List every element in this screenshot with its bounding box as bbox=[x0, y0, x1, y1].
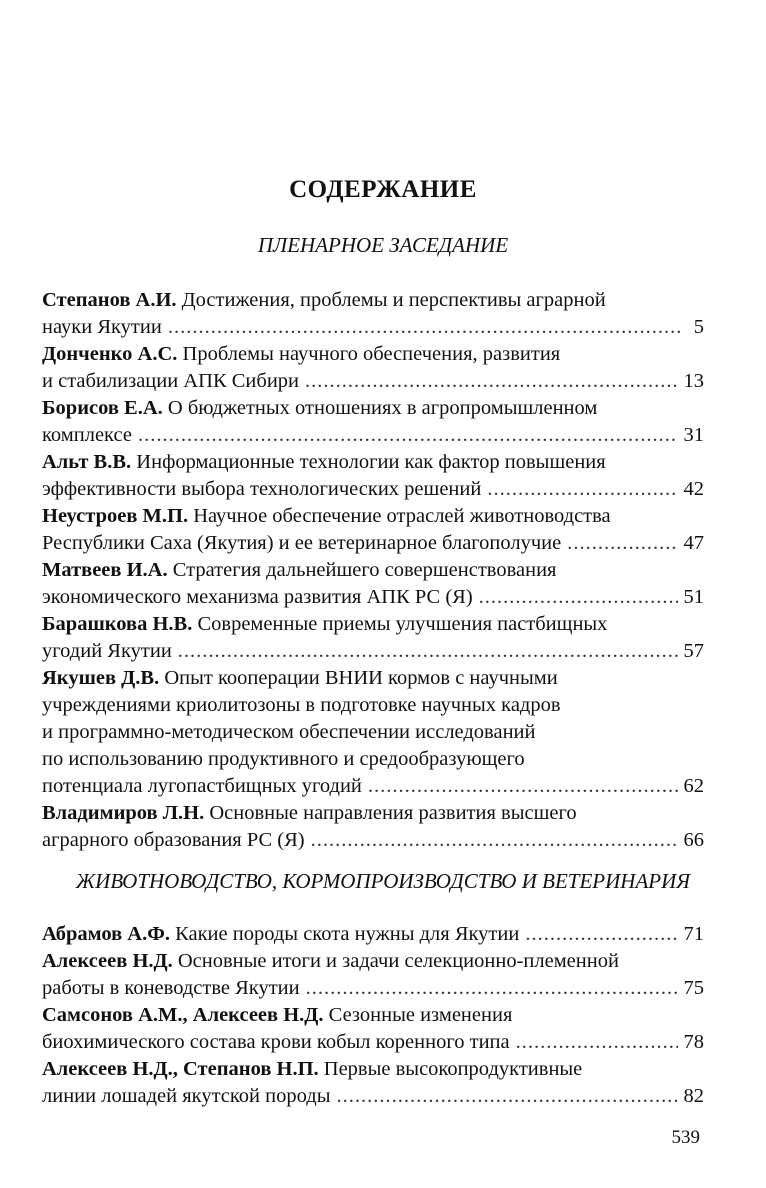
toc-entry bbox=[42, 449, 704, 503]
toc-list-livestock bbox=[42, 921, 704, 1110]
toc-entry bbox=[42, 395, 704, 449]
toc-page-number: 82 bbox=[683, 1085, 704, 1107]
dot-leader bbox=[168, 314, 680, 341]
dot-leader bbox=[305, 368, 677, 395]
toc-entry-last-line bbox=[42, 368, 704, 395]
toc-entry-line: и программно-методическом обеспечении исследований bbox=[42, 721, 536, 743]
toc-page-number: 13 bbox=[683, 370, 704, 392]
toc-title-text: Республики Саха (Якутия) и ее ветеринарное благополучие bbox=[42, 532, 562, 554]
toc-entry bbox=[42, 557, 704, 611]
toc-entry-last-line bbox=[42, 530, 704, 557]
toc-author: Неустроев М.П. bbox=[42, 505, 189, 527]
dot-leader bbox=[567, 530, 677, 557]
toc-page-number: 71 bbox=[683, 923, 704, 945]
toc-title-text: Стратегия дальнейшего совершенствования bbox=[167, 559, 557, 581]
dot-leader bbox=[336, 1083, 677, 1110]
dot-leader bbox=[525, 921, 677, 948]
toc-title-text: Научное обеспечение отраслей животноводства bbox=[188, 505, 611, 527]
toc-entry-first-line bbox=[42, 1002, 704, 1029]
toc-entry-last-line bbox=[42, 773, 704, 800]
toc-page-number: 57 bbox=[683, 640, 704, 662]
toc-title-text: Основные направления развития высшего bbox=[204, 802, 577, 824]
toc-entry-last-line bbox=[42, 476, 704, 503]
dot-leader bbox=[138, 422, 678, 449]
toc-author: Матвеев И.А. bbox=[42, 559, 168, 581]
toc-title-text: Современные приемы улучшения пастбищных bbox=[192, 613, 608, 635]
toc-author: Владимиров Л.Н. bbox=[42, 802, 205, 824]
toc-title-text: комплексе bbox=[42, 424, 132, 446]
toc-entry-first-line bbox=[42, 341, 704, 368]
section-heading-livestock: ЖИВОТНОВОДСТВО, КОРМОПРОИЗВОДСТВО И ВЕТЕРИНАРИЯ bbox=[75, 869, 691, 893]
toc-entry-first-line bbox=[42, 948, 704, 975]
dot-leader bbox=[178, 638, 678, 665]
dot-leader bbox=[311, 827, 678, 854]
toc-author: Якушев Д.В. bbox=[42, 667, 160, 689]
toc-entry bbox=[42, 1056, 704, 1110]
toc-title-text: Информационные технологии как фактор повышения bbox=[131, 451, 606, 473]
toc-title-text: Основные итоги и задачи селекционно-племенной bbox=[172, 950, 619, 972]
toc-entry bbox=[42, 287, 704, 341]
toc-author: Степанов А.И. bbox=[42, 289, 177, 311]
toc-entry-first-line bbox=[42, 557, 704, 584]
toc-title-text: аграрного образования РС (Я) bbox=[42, 829, 305, 851]
toc-page-number: 78 bbox=[683, 1031, 704, 1053]
dot-leader bbox=[368, 773, 678, 800]
toc-entry bbox=[42, 800, 704, 854]
toc-title-text: биохимического состава крови кобыл коренного типа bbox=[42, 1031, 510, 1053]
toc-author: Альт В.В. bbox=[42, 451, 132, 473]
toc-entry-last-line bbox=[42, 827, 704, 854]
toc-title-text: Первые высокопродуктивные bbox=[318, 1058, 583, 1080]
dot-leader bbox=[487, 476, 677, 503]
toc-title-text: линии лошадей якутской породы bbox=[42, 1085, 331, 1107]
toc-author: Алексеев Н.Д., Степанов Н.П. bbox=[42, 1058, 319, 1080]
toc-page-number: 31 bbox=[683, 424, 704, 446]
toc-entry-last-line bbox=[42, 314, 704, 341]
toc-author: Донченко А.С. bbox=[42, 343, 178, 365]
dot-leader bbox=[306, 975, 678, 1002]
toc-page-number: 75 bbox=[683, 977, 704, 999]
toc-author: Борисов Е.А. bbox=[42, 397, 163, 419]
toc-entry-first-line bbox=[42, 1056, 704, 1083]
toc-entry bbox=[42, 611, 704, 665]
page-title: СОДЕРЖАНИЕ bbox=[289, 176, 477, 203]
toc-entry-first-line bbox=[42, 287, 704, 314]
page-number: 539 bbox=[671, 1127, 700, 1148]
toc-entry bbox=[42, 665, 704, 800]
toc-entry-first-line bbox=[42, 800, 704, 827]
toc-entry bbox=[42, 921, 704, 948]
toc-page-number: 47 bbox=[683, 532, 704, 554]
toc-entry-last-line bbox=[42, 584, 704, 611]
toc-title-text: Сезонные изменения bbox=[323, 1004, 513, 1026]
toc-entry bbox=[42, 341, 704, 395]
toc-title-text: работы в коневодстве Якутии bbox=[42, 977, 300, 999]
toc-entry-last-line bbox=[42, 1083, 704, 1110]
toc-page-number: 51 bbox=[683, 586, 704, 608]
toc-entry bbox=[42, 948, 704, 1002]
toc-title-text: эффективности выбора технологических решений bbox=[42, 478, 482, 500]
toc-entry-last-line bbox=[42, 638, 704, 665]
toc-author: Барашкова Н.В. bbox=[42, 613, 193, 635]
dot-leader bbox=[479, 584, 678, 611]
toc-entry-last-line bbox=[42, 975, 704, 1002]
toc-entry-line: по использованию продуктивного и средообразующего bbox=[42, 748, 525, 770]
toc-title-text: Какие породы скота нужны для Якутии bbox=[169, 923, 520, 945]
toc-page-number: 5 bbox=[693, 316, 704, 338]
toc-author: Алексеев Н.Д. bbox=[42, 950, 173, 972]
toc-title-text: угодий Якутии bbox=[42, 640, 172, 662]
toc-title-text: Опыт кооперации ВНИИ кормов с научными bbox=[159, 667, 558, 689]
toc-entry-line: учреждениями криолитозоны в подготовке научных кадров bbox=[42, 694, 561, 716]
toc-title-text: Достижения, проблемы и перспективы аграрной bbox=[176, 289, 606, 311]
toc-page-number: 62 bbox=[683, 775, 704, 797]
toc-page-number: 66 bbox=[683, 829, 704, 851]
toc-entry-first-line bbox=[42, 611, 704, 638]
toc-entry-last-line bbox=[42, 422, 704, 449]
toc-entry-last-line bbox=[42, 1029, 704, 1056]
toc-list-plenary bbox=[42, 287, 704, 854]
toc-page-number: 42 bbox=[683, 478, 704, 500]
toc-title-text: Проблемы научного обеспечения, развития bbox=[177, 343, 561, 365]
section-heading-plenary: ПЛЕНАРНОЕ ЗАСЕДАНИЕ bbox=[257, 233, 509, 257]
toc-title-text: О бюджетных отношениях в агропромышленном bbox=[162, 397, 598, 419]
toc-title-text: науки Якутии bbox=[42, 316, 162, 338]
toc-entry-first-line bbox=[42, 449, 704, 476]
toc-entry bbox=[42, 503, 704, 557]
toc-title-text: и стабилизации АПК Сибири bbox=[42, 370, 300, 392]
dot-leader bbox=[516, 1029, 678, 1056]
toc-title-text: потенциала лугопастбищных угодий bbox=[42, 775, 362, 797]
toc-entry-first-line bbox=[42, 921, 704, 948]
toc-author: Самсонов А.М., Алексеев Н.Д. bbox=[42, 1004, 324, 1026]
toc-entry bbox=[42, 1002, 704, 1056]
toc-author: Абрамов А.Ф. bbox=[42, 923, 170, 945]
toc-title-text: экономического механизма развития АПК РС (Я) bbox=[42, 586, 473, 608]
toc-entry-first-line bbox=[42, 395, 704, 422]
toc-entry-first-line bbox=[42, 665, 704, 692]
toc-entry-first-line bbox=[42, 503, 704, 530]
